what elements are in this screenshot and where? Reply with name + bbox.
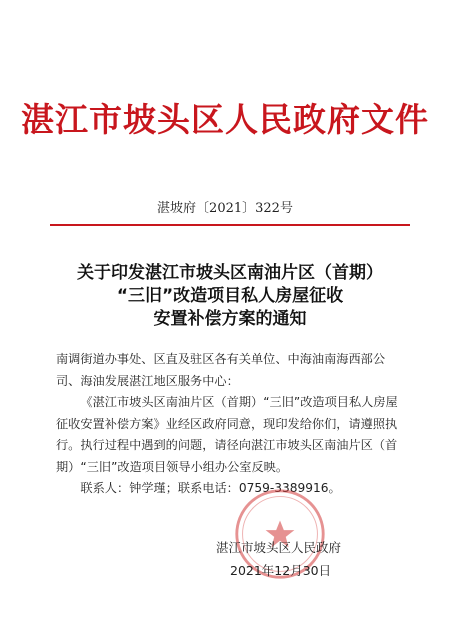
body-paragraph: 《湛江市坡头区南油片区（首期）“三旧”改造项目私人房屋征收安置补偿方案》业经区政府同意，现印发给你们，请遵照执行。执行过程中遇到的问题，请径向湛江市坡头区南油片区（首期）“三旧”改造项目领导小组办公室反映。 bbox=[56, 395, 398, 474]
title-line: “三旧”改造项目私人房屋征收 bbox=[116, 286, 344, 306]
recipients-text: 南调街道办事处、区直及驻区各有关单位、中海油南海西部公司、海油发展湛江地区服务中心： bbox=[56, 352, 386, 388]
title-line: 关于印发湛江市坡头区南油片区（首期） bbox=[77, 263, 383, 283]
notice-title bbox=[50, 262, 410, 331]
document-number: 湛坡府〔2021〕322号 bbox=[157, 201, 293, 216]
contact-info: 联系人：钟学瑾；联系电话：0759-3389916。 bbox=[80, 481, 341, 495]
document-masthead: 湛江市坡头区人民政府文件 bbox=[21, 100, 429, 139]
red-separator-line bbox=[50, 224, 410, 226]
notice-body bbox=[56, 349, 408, 500]
issuer-signature: 湛江市坡头区人民政府 bbox=[216, 540, 342, 555]
title-line: 安置补偿方案的通知 bbox=[153, 309, 307, 329]
issue-date: 2021年12月30日 bbox=[230, 563, 332, 578]
